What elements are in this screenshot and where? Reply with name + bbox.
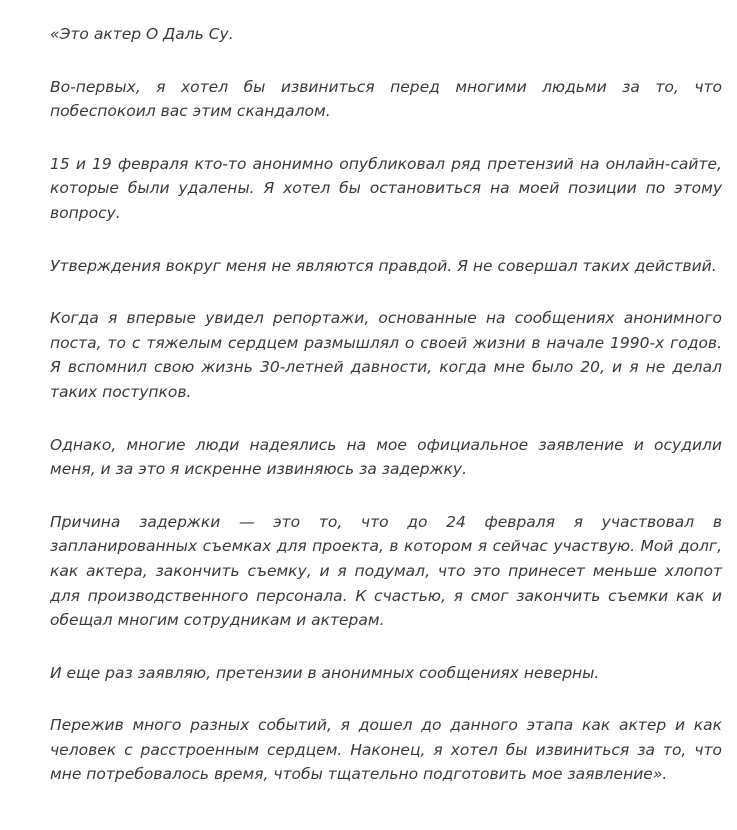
paragraph-denial: Утверждения вокруг меня не являются правдой. Я не совершал таких действий. [50, 256, 717, 275]
statement-article [50, 22, 722, 787]
paragraph-reflection: Когда я впервые увидел репортажи, основанные на сообщениях анонимного поста, то с тяжелым сердцем размышлял о своей жизни в начале 1990-х годов. Я вспомнил свою жизнь 30-летней давности, когда мне было 20, и я не делал таких поступков. [50, 309, 722, 401]
paragraph-delay-apology: Однако, многие люди надеялись на мое официальное заявление и осудили меня, и за это я искренне извиняюсь за задержку. [50, 435, 722, 479]
paragraph-closing: Пережив много разных событий, я дошел до данного этапа как актер и как человек с расстроенным сердцем. Наконец, я хотел бы извиниться за то, что мне потребовалось время, чтобы тщательно подготовить мое заявление». [50, 716, 722, 784]
paragraph-apology: Во-первых, я хотел бы извиниться перед многими людьми за то, что побеспокоил вас этим скандалом. [50, 77, 722, 121]
paragraph-delay-reason: Причина задержки — это то, что до 24 февраля я участвовал в запланированных съемках для проекта, в котором я сейчас участвую. Мой долг, как актера, закончить съемку, и я подумал, что это принесет меньше хлопот для производственного персонала. К счастью, я смог закончить съемки как и обещал многим сотрудникам и актерам. [50, 512, 722, 630]
paragraph-claims: 15 и 19 февраля кто-то анонимно опубликовал ряд претензий на онлайн-сайте, которые были удалены. Я хотел бы остановиться на моей позиции по этому вопросу. [50, 154, 722, 222]
paragraph-reaffirm: И еще раз заявляю, претензии в анонимных сообщениях неверны. [50, 663, 600, 682]
paragraph-greeting: «Это актер О Даль Су. [50, 25, 234, 43]
